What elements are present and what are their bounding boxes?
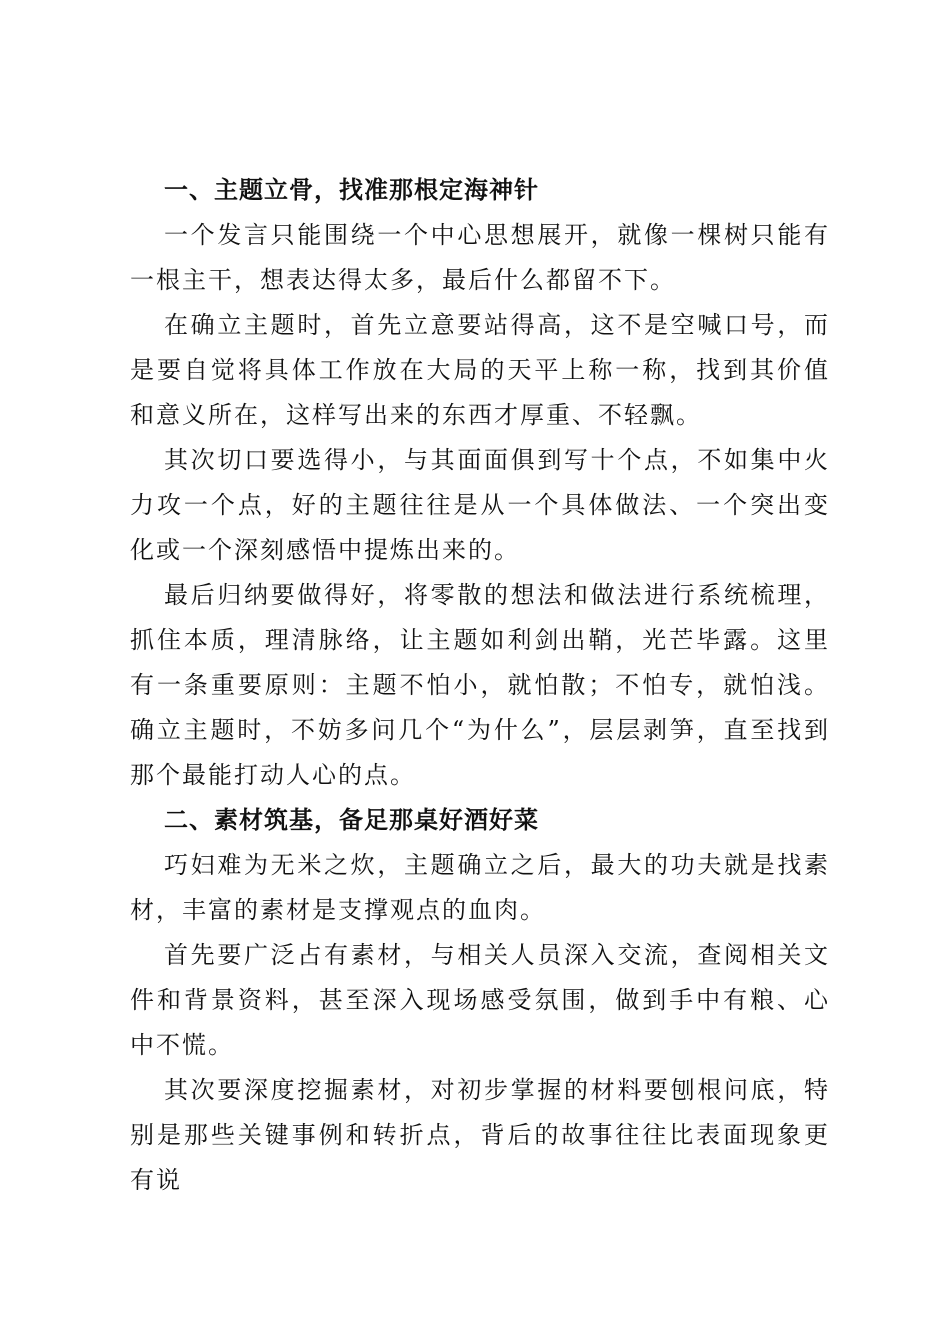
section-heading-2: 二、素材筑基，备足那桌好酒好菜: [164, 806, 539, 834]
section-heading-1: 一、主题立骨，找准那根定海神针: [164, 176, 539, 204]
paragraph-1-4: 最后归纳要做得好，将零散的想法和做法进行系统梳理，抓住本质，理清脉络，让主题如利剑出鞘，光芒毕露。这里有一条重要原则：主题不怕小，就怕散；不怕专，就怕浅。确立主题时，不妨多问几个“为什么”，层层剥笋，直至找到那个最能打动人心的点。: [130, 581, 830, 789]
paragraph-2-3: 其次要深度挖掘素材，对初步掌握的材料要刨根问底，特别是那些关键事例和转折点，背后的故事往往比表面现象更有说: [130, 1076, 830, 1194]
paragraph-1-1: 一个发言只能围绕一个中心思想展开，就像一棵树只能有一根主干，想表达得太多，最后什么都留不下。: [130, 221, 830, 294]
paragraph-2-1: 巧妇难为无米之炊，主题确立之后，最大的功夫就是找素材，丰富的素材是支撑观点的血肉。: [130, 851, 830, 924]
paragraph-1-3: 其次切口要选得小，与其面面俱到写十个点，不如集中火力攻一个点，好的主题往往是从一个具体做法、一个突出变化或一个深刻感悟中提炼出来的。: [130, 446, 830, 564]
document-body: [130, 168, 830, 1203]
paragraph-1-2: 在确立主题时，首先立意要站得高，这不是空喊口号，而是要自觉将具体工作放在大局的天平上称一称，找到其价值和意义所在，这样写出来的东西才厚重、不轻飘。: [130, 311, 830, 429]
paragraph-2-2: 首先要广泛占有素材，与相关人员深入交流，查阅相关文件和背景资料，甚至深入现场感受氛围，做到手中有粮、心中不慌。: [130, 941, 830, 1059]
